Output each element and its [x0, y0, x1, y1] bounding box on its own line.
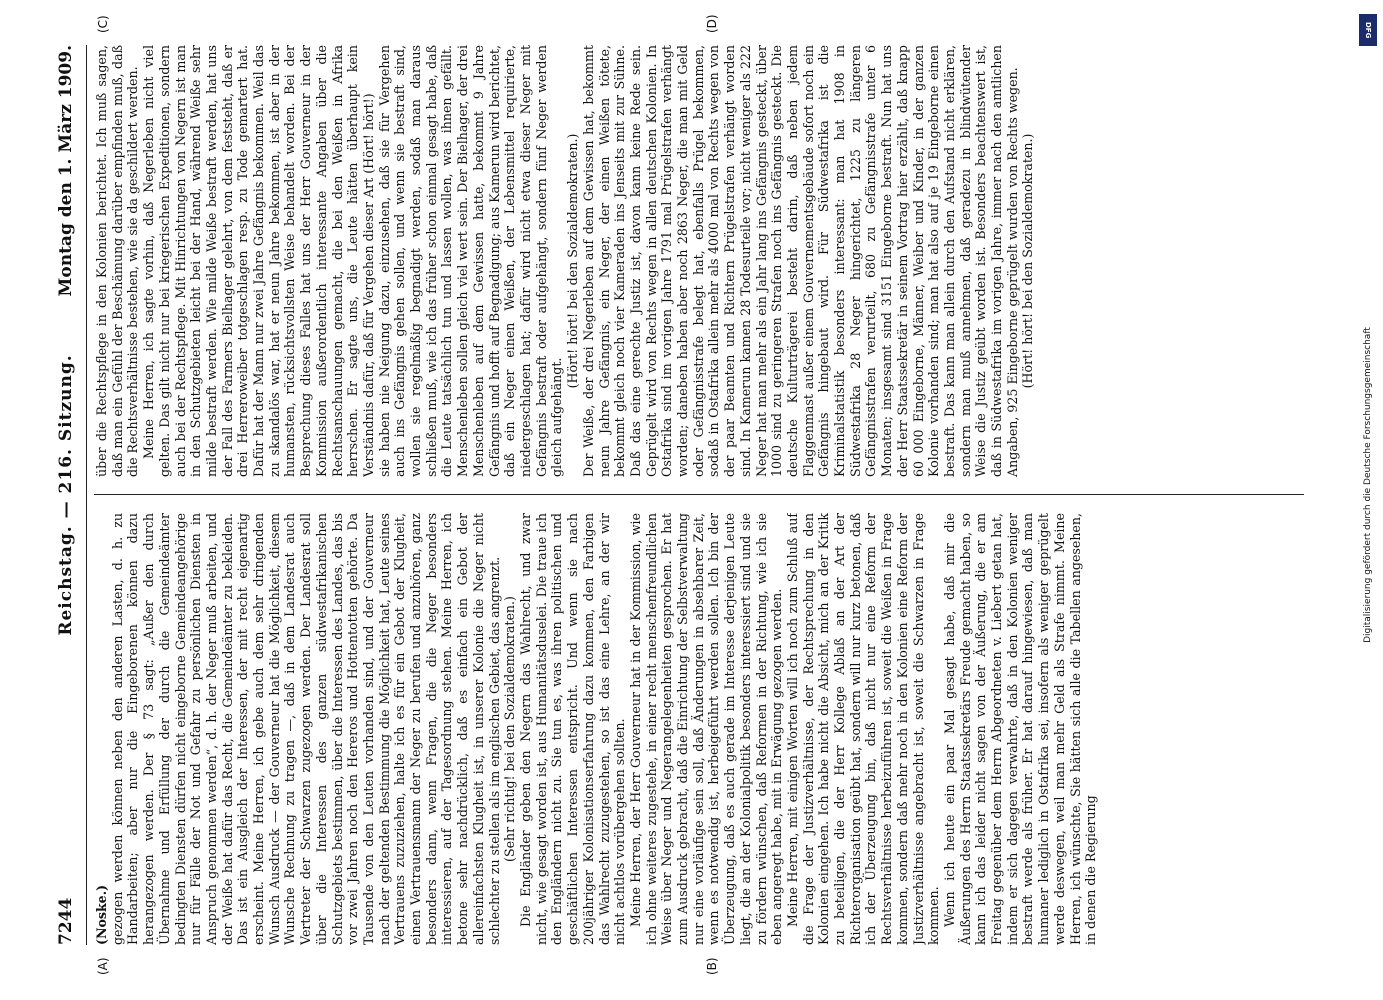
dfg-logo: DFG [1359, 14, 1377, 46]
margin-marker-b: (B) [705, 957, 719, 975]
left-paragraph: gezogen werden können neben den anderen Lasten, d. h. zu Handarbeiten; aber nur die Eingeborenen können dazu herangezogen werden. Der § 73 sagt: „Außer den durch Übernahme und Erfüllung der durch die Gemeindeämter bedingten Diensten dürfen nicht eingeborne Gemeindeangehörige nur für Fälle der Not und Gefahr zu persönlichen Diensten in Anspruch genommen werden“, d. h. der Neger muß arbeiten, und der Weiße hat dafür das Recht, die Gemeindeämter zu bekleiden. Das ist ein Ausgleich der Interessen, der mit recht eigenartig erscheint. Meine Herren, ich gebe auch dem sehr dringenden Wunsch Ausdruck — der Gouverneur hat die Möglichkeit, diesem Wunsche Rechnung zu tragen —, daß in dem Landesrat auch Vertreter der Schwarzen zugezogen werden. Der Landesrat soll über die Interessen des ganzen südwestafrikanischen Schutzgebiets bestimmen, über die Interessen des Landes, das bis vor zwei Jahren noch den Hereros und Hottentotten gehörte. Da Tausende von den Leuten vorhanden sind, und der Gouverneur nach der geltenden Bestimmung die Möglichkeit hat, Leute seines Vertrauens zuzuziehen, halte ich es für ein Gebot der Klugheit, einen Vertrauensmann der Neger zu berufen und anzuhören, ganz besonders dann, wenn Fragen, die die Neger besonders interessieren, auf der Tagesordnung stehen. Meine Herren, ich betone sehr nachdrücklich, daß es einfach ein Gebot der allereinfachsten Klugheit ist, in unserer Kolonie die Neger nicht schlechter zu stellen als im englischen Gebiet, das angrenzt. [109, 513, 502, 945]
left-paragraph: Meine Herren, der Herr Gouverneur hat in der Kommission, wie ich ohne weiteres zugestehe, in einer recht menschenfreundlichen Weise über Neger und Negerangelegenheiten gesprochen. Er hat zum Ausdruck gebracht, daß die Einrichtung der Selbstverwaltung nur eine vorläufige sein soll, daß Änderungen in absehbarer Zeit, wenn es notwendig ist, herbeigeführt werden sollen. Ich bin der Überzeugung, daß es auch gerade im Interesse derjenigen Leute liegt, die an der Kolonialpolitik besonders interessiert sind und sie zu fördern wünschen, daß Reformen in der Richtung, wie ich sie eben angeregt habe, mit in Erwägung gezogen werden. [627, 513, 785, 945]
rotated-newspaper-page [50, 14, 1310, 975]
speaker-name: (Noske.) [94, 884, 109, 945]
right-column [94, 45, 1304, 477]
left-paragraph: Wenn ich heute ein paar Mal gesagt habe, daß mir die Äußerungen des Herrn Staatssekretärs Freude gemacht haben, so kann ich das leider nicht sagen von der Äußerung, die er am Freitag gegenüber dem Herrn Abgeordneten v. Liebert getan hat, indem er sich dagegen verwahrte, daß in den Kolonien weniger bestraft werde als früher. Er hat darauf hingewiesen, daß man humaner lediglich in Ostafrika sei, insofern als weniger geprügelt werde deswegen, weil man mehr Geld als Strafe nimmt. Meine Herren, ich wünschte, Sie hätten sich alle die Tabellen angesehen, in denen die Regierung [941, 513, 1099, 945]
session-title: Reichstag. — 216. Sitzung. [56, 354, 76, 636]
right-paragraph: sie haben nie Neigung dazu, einzusehen, daß sie für Vergehen auch ins Gefängnis gehen sollen, und wenn sie bestraft sind, wollen sie regelmäßig begnadigt werden, sodaß man daraus schließen muß, wie ich das früher schon einmal gesagt habe, daß die Leute tatsächlich tun und lassen wollen, was ihnen gefällt. Menschenleben sollen gleich viel wert sein. Der Bielhager, der drei Menschenleben auf dem Gewissen hatte, bekommt 9 Jahre Gefängnis und hofft auf Begnadigung; aus Kamerun wird berichtet, daß ein Neger einen Weißen, der Lebensmittel requirierte, niedergeschlagen hat; dafür wird nicht etwa dieser Neger mit Gefängnis bestraft oder aufgehängt, sondern fünf Neger werden gleich aufgehängt. [376, 45, 565, 477]
margin-marker-a: (A) [96, 957, 110, 975]
margin-marker-c: (C) [96, 15, 110, 33]
right-paragraph: Der Weiße, der drei Negerleben auf dem Gewissen hat, bekommt neun Jahre Gefängnis, ein Neger, der einen Weißen tötete, bekommt gleich noch vier Kameraden ins Jenseits mit zur Sühne. Daß das eine gerechte Justiz ist, davon kann keine Rede sein. Geprügelt wird von Rechts wegen in allen deutschen Kolonien. In Ostafrika sind im vorigen Jahre 1791 mal Prügelstrafen verhängt worden; daneben haben aber noch 2863 Neger, die man mit Geld oder Gefängnisstrafe belegt hat, ebenfalls Prügel bekommen, sodaß in Ostafrika allein mehr als 4000 mal von Rechts wegen von der paar Beamten und Richtern Prügelstrafen verhängt worden sind. In Kamerun kamen 28 Todesurteile vor; nicht weniger als 222 Neger hat man mehr als ein Jahr lang ins Gefängnis gesteckt, über 1000 sind zu geringeren Strafen noch ins Gefängnis gesteckt. Die deutsche Kulturträgerei besteht darin, daß neben jedem Flaggenmast außer einem Gouvernementsgebäude sofort noch ein Gefängnis hingebaut wird. Für Südwestafrika ist die Kriminalstatistik besonders interessant: man hat 1908 in Südwestafrika 28 Neger hingerichtet, 1225 zu längeren Gefängnisstrafen verurteilt, 680 zu Gefängnisstrafe unter 6 Monaten; insgesamt sind 3151 Eingeborne bestraft. Nun hat uns der Herr Staatssekretär in seinem Vortrag hier erzählt, daß knapp 60 000 Eingeborne, Männer, Weiber und Kinder, in der ganzen Kolonie vorhanden sind; man hat also auf je 19 Eingeborne einen bestraft. Das kann man allein durch den Aufstand nicht erklären, sondern man muß annehmen, daß geradezu in blindwütender Weise die Justiz geübt worden ist. Besonders beachtenswert ist, daß in Südwestafrika im vorigen Jahre, immer nach den amtlichen Angaben, 925 Eingeborne geprügelt wurden von Rechts wegen. [580, 45, 1020, 477]
page-header [50, 45, 84, 945]
credit-text: Digitalisierung gefördert durch die Deutsche Forschungsgemeinschaft [1363, 327, 1373, 643]
right-paragraph: Meine Herren, ich sagte vorhin, daß Negerleben nicht viel gelten. Das gilt nicht nur bei kriegerischen Expeditionen, sondern auch bei der Rechtspflege. Mit Hinrichtungen von Negern ist man in den Schutzgebieten leicht bei der Hand, während Weiße sehr milde bestraft werden. Wie milde Weiße bestraft werden, hat uns der Fall des Farmers Bielhager gelehrt, von dem feststeht, daß er drei Herreroweiber totgeschlagen resp. zu Tode gemartert hat. Dafür hat der Mann nur zwei Jahre Gefängnis bekommen. Weil das zu skandalös war, hat er neun Jahre bekommen, ist aber in der humansten, rücksichtsvollsten Weise behandelt worden. Bei der Besprechung dieses Falles hat uns der Herr Gouverneur in der Kommission außerordentlich interessante Angaben über die Rechtsanschauungen gemacht, die bei den Weißen in Afrika herrschen. Er sagte uns, die Leute hätten überhaupt kein Verständnis dafür, daß für Vergehen dieser Art (Hört! hört!) [141, 45, 376, 477]
left-interjection: (Sehr richtig! bei den Sozialdemokraten.) [502, 596, 518, 862]
margin-marker-d: (D) [705, 14, 719, 33]
column-separator [94, 494, 1304, 495]
left-paragraph: Die Engländer geben den Negern das Wahlrecht, und zwar nicht, wie gesagt worden ist, aus Humanitätsduselei. Die traue ich den Engländern nicht zu. Sie tun es, was ihren politischen und geschäftlichen Interessen entspricht. Und wenn sie nach 200jähriger Kolonisationserfahrung dazu kommen, den Farbigen das Wahlrecht zuzugestehen, so ist das eine Lehre, an der wir nicht achtlos vorübergehen sollten. [517, 513, 628, 945]
header-rule [86, 45, 87, 945]
right-interjection: (Hört! hört! bei den Sozialdemokraten.) [1020, 133, 1036, 389]
right-interjection: (Hört! hört! bei den Sozialdemokraten.) [565, 133, 581, 389]
page-number: 7244 [56, 897, 76, 945]
left-column [94, 513, 1304, 945]
session-date: Montag den 1. März 1909. [56, 45, 76, 297]
digitization-credit [1355, 10, 1383, 990]
right-paragraph: über die Rechtspflege in den Kolonien berichtet. Ich muß sagen, daß man ein Gefühl der Beschämung darüber empfinden muß, daß die Rechtsverhältnisse bestehen, wie sie da geschildert werden. [94, 45, 141, 477]
left-paragraph: Meine Herren, mit einigen Worten will ich noch zum Schluß auf die Frage der Justizverhältnisse, der Rechtsprechung in den Kolonien eingehen. Ich habe nicht die Absicht, mich an der Kritik zu beteiligen, die der Herr Kollege Ablaß an der Art der Richterorganisation geübt hat, sondern will nur kurz betonen, daß ich der Überzeugung bin, daß nicht nur eine Reform der Rechtsverhältnisse herbeizuführen ist, soweit die Weißen in Frage kommen, sondern daß mehr noch in den Kolonien eine Reform der Justizverhältnisse angebracht ist, soweit die Schwarzen in Frage kommen. [784, 513, 942, 945]
